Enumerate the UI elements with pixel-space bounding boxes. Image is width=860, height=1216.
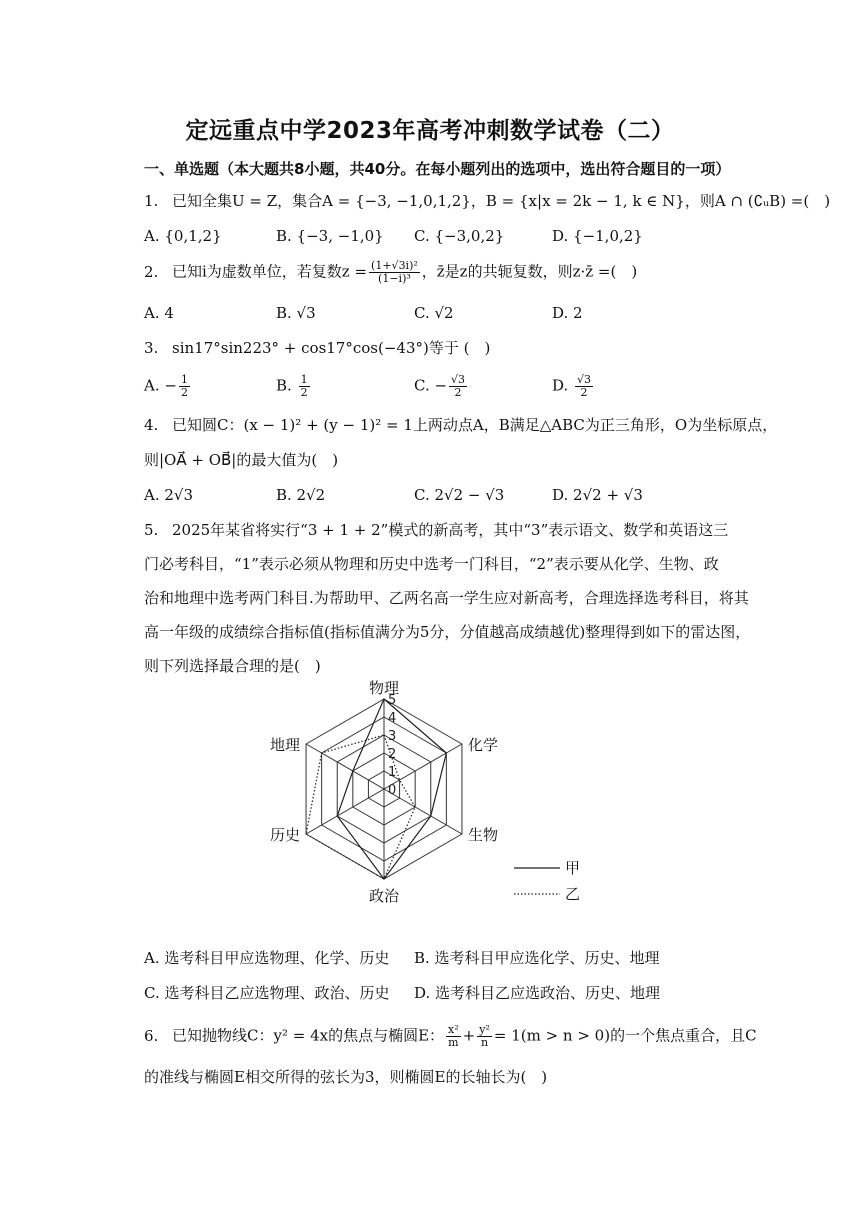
- fraction: [299, 374, 310, 399]
- question-text-post: ，z̄是z的共轭复数，则z·z̄ =( ): [421, 262, 638, 281]
- question-number: 1.: [144, 192, 159, 210]
- option-prefix: A. −: [144, 376, 177, 395]
- q4-option-a: A. 2√3: [144, 486, 194, 504]
- question-text: 已知全集U = Z，集合A = {−3, −1,0,1,2}，B = {x|x = 2k − 1, k ∈ N}，则A ∩ (∁ᵤB) =( ): [172, 192, 831, 210]
- question-3: [144, 337, 490, 359]
- radar-tick-label: 4: [388, 711, 397, 726]
- question-4-line-2: 则|OA⃗ + OB⃗|的最大值为( ): [144, 451, 339, 469]
- q1-option-d: D. {−1,0,2}: [552, 227, 643, 245]
- radar-chart: [268, 672, 628, 910]
- question-text-pre: 已知i为虚数单位，若复数z =: [172, 262, 368, 281]
- question-5-line-2: 门必考科目，“1”表示必须从物理和历史中选考一门科目，“2”表示要从化学、生物、政: [144, 555, 719, 573]
- question-5: [144, 519, 728, 541]
- q3-option-b: [276, 374, 312, 399]
- fraction-denominator: 2: [454, 386, 462, 399]
- q2-option-d: D. 2: [552, 304, 583, 322]
- radar-tick-label: 5: [388, 693, 397, 708]
- q3-option-d: [552, 374, 595, 399]
- radar-series-2: [306, 735, 415, 879]
- question-5-line-5: 则下列选择最合理的是( ): [144, 657, 321, 675]
- radar-axis-label: 历史: [270, 826, 301, 844]
- question-5-line-3: 治和地理中选考两门科目.为帮助甲、乙两名高一学生应对新高考，合理选择选考科目，将其: [144, 589, 749, 607]
- fraction: [449, 374, 467, 399]
- question-5-line-4: 高一年级的成绩综合指标值(指标值满分为5分，分值越高成绩越优)整理得到如下的雷达图，: [144, 623, 751, 641]
- legend-label: 甲: [565, 859, 581, 877]
- fraction-numerator: √3: [577, 373, 592, 386]
- question-2: [144, 260, 637, 285]
- legend-label: 乙: [565, 885, 581, 903]
- fraction: [446, 1024, 461, 1049]
- question-number: 3.: [144, 339, 159, 357]
- q5-option-c: C. 选考科目乙应选物理、政治、历史: [144, 984, 390, 1002]
- radar-axis-label: 生物: [467, 826, 498, 844]
- fraction-denominator: (1−i)³: [378, 272, 411, 285]
- q5-option-b: B. 选考科目甲应选化学、历史、地理: [414, 949, 660, 967]
- fraction: [575, 374, 593, 399]
- question-text-post: = 1(m > n > 0)的一个焦点重合，且C: [493, 1026, 757, 1045]
- q4-option-b: B. 2√2: [276, 486, 326, 504]
- question-number: 2.: [144, 262, 159, 281]
- radar-axis-label: 化学: [467, 736, 498, 754]
- q2-option-a: A. 4: [144, 304, 174, 322]
- question-6-line-2: 的准线与椭圆E相交所得的弦长为3，则椭圆E的长轴长为( ): [144, 1068, 548, 1086]
- q4-option-d: D. 2√2 + √3: [552, 486, 643, 504]
- question-6: [144, 1024, 757, 1049]
- q5-option-a: A. 选考科目甲应选物理、化学、历史: [144, 949, 390, 967]
- question-number: 6.: [144, 1026, 159, 1045]
- question-4: [144, 414, 777, 436]
- radar-axis-label: 物理: [368, 679, 400, 697]
- radar-axis-label: 地理: [270, 736, 301, 754]
- question-1: [144, 190, 830, 212]
- q1-option-b: B. {−3, −1,0}: [276, 227, 384, 245]
- fraction-denominator: 2: [180, 386, 188, 399]
- fraction-numerator: √3: [451, 373, 466, 386]
- q2-option-c: C. √2: [414, 304, 454, 322]
- radar-tick-label: 3: [388, 729, 397, 744]
- fraction: [179, 374, 190, 399]
- page-title: 定远重点中学2023年高考冲刺数学试卷（二）: [185, 118, 675, 144]
- option-prefix: D.: [552, 376, 574, 395]
- section-heading: 一、单选题（本大题共8小题，共40分。在每小题列出的选项中，选出符合题目的一项）: [144, 160, 731, 178]
- question-number: 4.: [144, 416, 159, 434]
- q4-option-c: C. 2√2 − √3: [414, 486, 505, 504]
- q3-option-a: [144, 374, 192, 399]
- question-text: 已知圆C：(x − 1)² + (y − 1)² = 1上两动点A，B满足△ABC为正三角形，O为坐标原点，: [172, 416, 778, 434]
- option-prefix: C. −: [414, 376, 448, 395]
- question-text: sin17°sin223° + cos17°cos(−43°)等于 ( ): [172, 339, 491, 357]
- q5-option-d: D. 选考科目乙应选政治、历史、地理: [414, 984, 661, 1002]
- fraction: [477, 1024, 492, 1049]
- fraction-denominator: 2: [300, 386, 308, 399]
- q3-option-c: [414, 374, 469, 399]
- question-text-pre: 已知抛物线C：y² = 4x的焦点与椭圆E：: [172, 1026, 445, 1045]
- fraction-denominator: n: [481, 1036, 489, 1049]
- radar-axis-5: [306, 744, 384, 789]
- radar-tick-label: 0: [388, 783, 397, 798]
- option-prefix: B.: [276, 376, 297, 395]
- fraction-numerator: x²: [448, 1023, 459, 1036]
- question-number: 5.: [144, 521, 159, 539]
- question-text: 2025年某省将实行“3 + 1 + 2”模式的新高考，其中“3”表示语文、数学和英语这三: [172, 521, 729, 539]
- fraction-denominator: 2: [580, 386, 588, 399]
- fraction-numerator: y²: [479, 1023, 490, 1036]
- radar-axis-label: 政治: [368, 887, 400, 905]
- q1-option-a: A. {0,1,2}: [144, 227, 222, 245]
- q1-option-c: C. {−3,0,2}: [414, 227, 505, 245]
- fraction-denominator: m: [448, 1036, 459, 1049]
- fraction-numerator: 1: [180, 373, 188, 386]
- fraction: [369, 260, 420, 285]
- fraction-numerator: 1: [300, 373, 308, 386]
- radar-tick-label: 2: [388, 747, 397, 762]
- fraction-numerator: (1+√3i)²: [371, 259, 418, 272]
- q2-option-b: B. √3: [276, 304, 316, 322]
- plus-sign: +: [462, 1026, 476, 1045]
- radar-tick-label: 1: [388, 765, 397, 780]
